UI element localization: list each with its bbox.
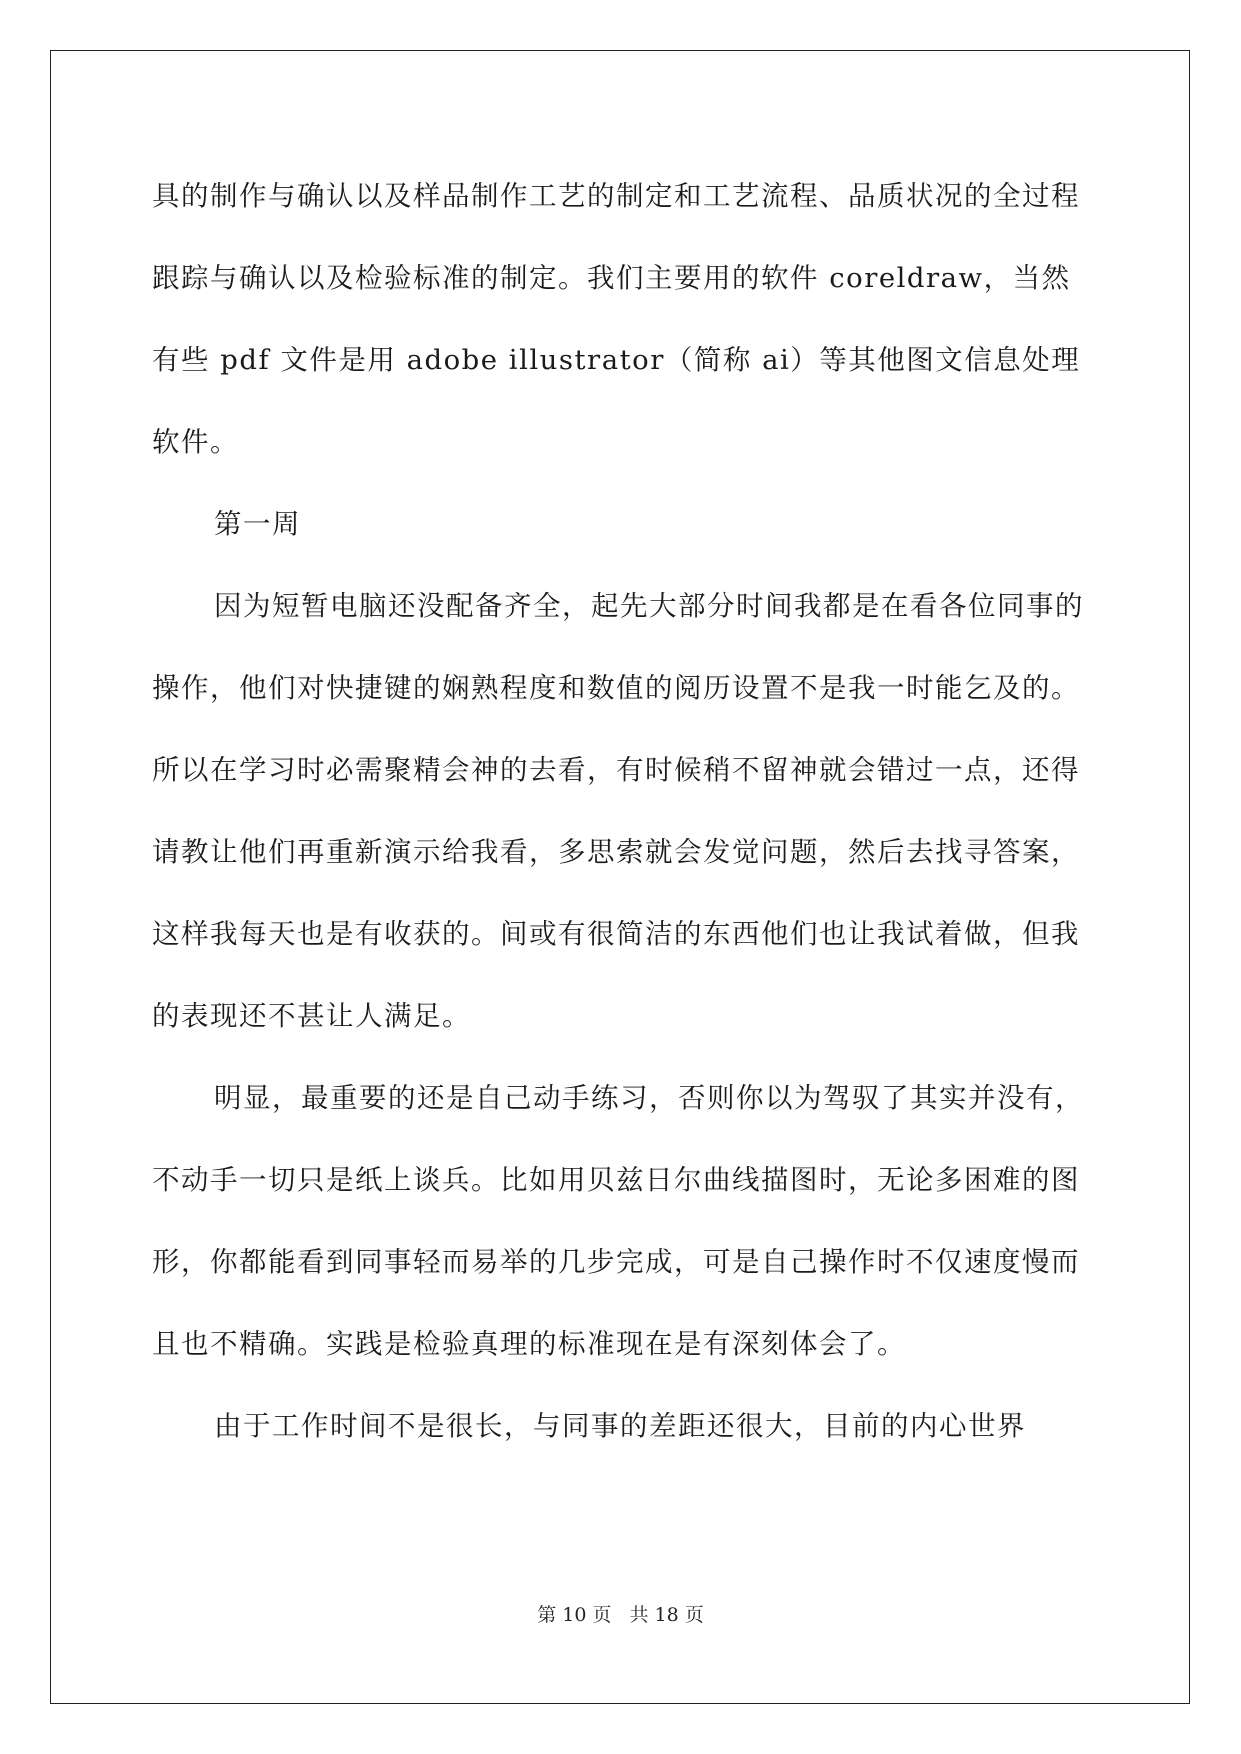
paragraph: 明显，最重要的还是自己动手练习，否则你以为驾驭了其实并没有，不动手一切只是纸上谈兵。比如用贝兹日尔曲线描图时，无论多困难的图形，你都能看到同事轻而易举的几步完成，可是自己操作时不仅速度慢而且也不精确。实践是检验真理的标准现在是有深刻体会了。 — [152, 1082, 1084, 1360]
section-heading-week-one: 第一周 — [214, 508, 301, 540]
document-body — [152, 155, 1092, 1467]
paragraph-continued: 具的制作与确认以及样品制作工艺的制定和工艺流程、品质状况的全过程跟踪与确认以及检验标准的制定。我们主要用的软件 coreldraw，当然有些 pdf 文件是用 adobe illustrator（简称 ai）等其他图文信息处理软件。 — [152, 180, 1081, 458]
total-pages: 共 18 页 — [629, 1604, 704, 1626]
paragraph: 由于工作时间不是很长，与同事的差距还很大，目前的内心世界 — [214, 1410, 1026, 1442]
paragraph: 因为短暂电脑还没配备齐全，起先大部分时间我都是在看各位同事的操作，他们对快捷键的娴熟程度和数值的阅历设置不是我一时能乞及的。所以在学习时必需聚精会神的去看，有时候稍不留神就会错过一点，还得请教让他们再重新演示给我看，多思索就会发觉问题，然后去找寻答案，这样我每天也是有收获的。间或有很简洁的东西他们也让我试着做，但我的表现还不甚让人满足。 — [152, 590, 1084, 1032]
page-footer — [0, 1600, 1241, 1627]
page-number: 第 10 页 — [537, 1604, 612, 1626]
